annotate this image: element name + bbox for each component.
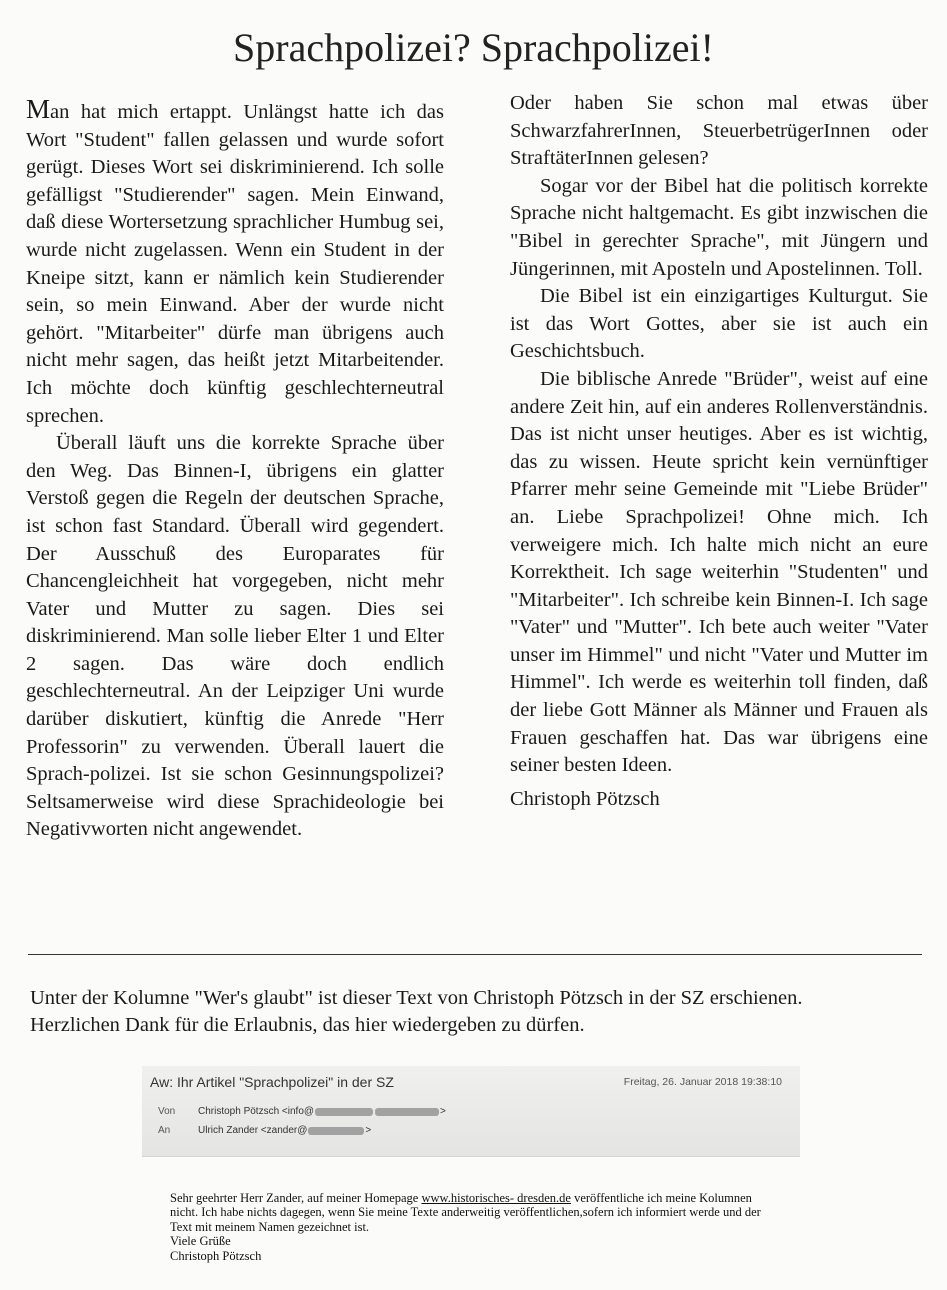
divider-line: [28, 954, 922, 955]
redaction-mark: [315, 1108, 373, 1116]
email-to-row: [158, 1125, 371, 1136]
from-label: Von: [158, 1106, 176, 1117]
article-right-column: [510, 90, 928, 813]
email-from-row: [158, 1106, 446, 1117]
email-sender: Christoph Pötzsch: [170, 1248, 262, 1263]
note-line-1: Unter der Kolumne "Wer's glaubt" ist dieser Text von Christoph Pötzsch in der SZ erschienen.: [30, 987, 803, 1009]
author-signature: Christoph Pötzsch: [510, 787, 660, 810]
email-greeting: Viele Grüße: [170, 1234, 231, 1249]
to-value: Ulrich Zander <zander@: [198, 1125, 308, 1136]
article-left-column: [26, 96, 444, 844]
redaction-mark: [375, 1108, 439, 1116]
initial-letter: M: [26, 94, 51, 124]
email-message: [170, 1191, 770, 1234]
note-line-2: Herzlichen Dank für die Erlaubnis, das hier wiedergeben zu dürfen.: [30, 1014, 585, 1036]
email-date: Freitag, 26. Januar 2018 19:38:10: [623, 1076, 782, 1088]
email-header: [142, 1066, 800, 1157]
paragraph-3: Oder haben Sie schon mal etwas über SchwarzfahrerInnen, SteuerbetrügerInnen oder StraftäterInnen gelesen?: [510, 92, 928, 170]
from-end: >: [440, 1106, 446, 1117]
from-value: Christoph Pötzsch <info@: [198, 1106, 315, 1117]
paragraph-1-text: an hat mich ertappt. Unlängst hatte ich das Wort "Student" fallen gelassen und wurde sofort gerügt. Dieses Wort sei diskriminierend. Ich solle gefälligst "Studierender" sagen. Mein Einwand, daß diese Wortersetzung sprachlicher Humbug sei, wurde nicht zugelassen. Wenn ein Student in der Kneipe sitzt, kann er nämlich kein Studierender sein, so mein Einwand. Aber der wurde nicht gehört. "Mitarbeiter" dürfe man übrigens auch nicht mehr sagen, das heißt jetzt Mitarbeitender. Ich möchte doch künftig geschlechterneutral sprechen.: [26, 101, 444, 427]
paragraph-5: Die Bibel ist ein einzigartiges Kulturgut. Sie ist das Wort Gottes, aber sie ist auch ein Geschichtsbuch.: [510, 285, 928, 363]
paragraph-2: Überall läuft uns die korrekte Sprache über den Weg. Das Binnen-I, übrigens ein glatter Verstoß gegen die Regeln der deutschen Sprache, ist schon fast Standard. Überall wird gegendert. Der Ausschuß des Europarates für Chancengleichheit hat vorgegeben, nicht mehr Vater und Mutter zu sagen. Dies sei diskriminierend. Man solle lieber Elter 1 und Elter 2 sagen. Das wäre doch endlich geschlechterneutral. An der Leipziger Uni wurde darüber diskutiert, künftig die Anrede "Herr Professorin" zu verwenden. Überall lauert die Sprach-polizei. Ist sie schon Gesinnungspolizei? Seltsamerweise wird diese Sprachideologie bei Negativworten nicht angewendet.: [26, 432, 444, 841]
email-body: [170, 1191, 770, 1263]
email-message-intro: Sehr geehrter Herr Zander, auf meiner Homepage: [170, 1191, 422, 1205]
article-title: Sprachpolizei? Sprachpolizei!: [233, 25, 714, 70]
paragraph-4: Sogar vor der Bibel hat die politisch korrekte Sprache nicht haltgemacht. Es gibt inzwischen die "Bibel in gerechter Sprache", mit Jüngern und Jüngerinnen, mit Aposteln und Apostelinnen. Toll.: [510, 174, 928, 280]
paragraph-6: Die biblische Anrede "Brüder", weist auf eine andere Zeit hin, auf ein anderes Rollenverständnis. Das ist nicht unser heutiges. Aber es ist wichtig, das zu wissen. Heute spricht kein vernünftiger Pfarrer mehr seine Gemeinde mit "Liebe Brüder" an. Liebe Sprachpolizei! Ohne mich. Ich verweigere mich. Ich halte mich nicht an eure Korrektheit. Ich sage weiterhin "Studenten" und "Mitarbeiter". Ich schreibe kein Binnen-I. Ich sage "Vater" und "Mutter". Ich bete auch weiter "Vater unser im Himmel" und nicht "Vater und Mutter im Himmel". Ich werde es weiterhin toll finden, daß der liebe Gott Männer als Männer und Frauen als Frauen geschaffen hat. Das war übrigens eine seiner besten Ideen.: [510, 367, 928, 777]
email-subject: Aw: Ihr Artikel "Sprachpolizei" in der SZ: [150, 1074, 394, 1090]
homepage-link[interactable]: www.historisches- dresden.de: [421, 1191, 571, 1205]
redaction-mark: [308, 1127, 364, 1135]
paragraph-1: [26, 96, 444, 430]
publication-note: [30, 985, 930, 1039]
to-label: An: [158, 1125, 171, 1136]
to-end: >: [365, 1125, 372, 1136]
email-message-rest: veröffentliche ich meine Kolumnen nicht. Ich habe nichts dagegen, wenn Sie meine Texte anderweitig veröffentlichen,sofern ich informiert werde und der Text mit meinem Namen gezeichnet ist.: [170, 1191, 761, 1234]
